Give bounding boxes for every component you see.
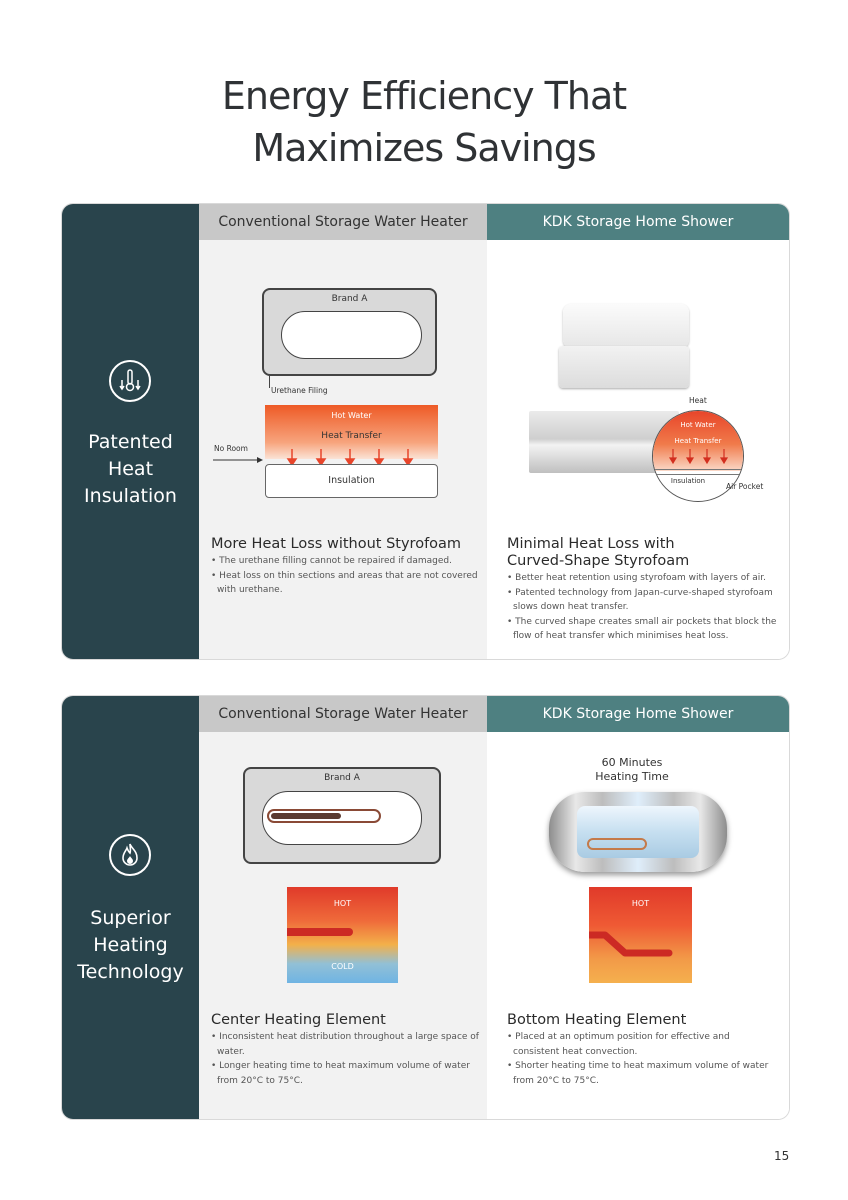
element-core	[271, 813, 341, 819]
insulation-label: Insulation	[670, 477, 706, 485]
feature-bullets	[507, 571, 777, 644]
heating-element	[267, 809, 381, 823]
air-pocket-label: Air Pocket	[726, 482, 764, 491]
feature-title: Bottom Heating Element	[507, 1012, 687, 1028]
water-chamber	[577, 806, 699, 858]
brand-a-label: Brand A	[331, 294, 368, 304]
flame-icon	[109, 834, 151, 876]
bullet: • The urethane filling cannot be repaired if damaged.	[211, 554, 481, 569]
no-room-label: No Room	[214, 444, 248, 453]
heating-element-line	[589, 931, 692, 961]
brand-a-label: Brand A	[324, 773, 360, 783]
panel-label	[62, 905, 199, 986]
bottom-heating-element	[587, 838, 647, 850]
feature-title-line: Minimal Heat Loss with	[507, 536, 675, 552]
heat-label: Heat	[689, 396, 707, 405]
heater-body-image	[559, 346, 689, 388]
heating-time-line: Heating Time	[595, 770, 669, 783]
hot-label: HOT	[333, 899, 352, 908]
insulation-panel	[61, 203, 790, 660]
panel-label	[62, 429, 199, 510]
label-line: Heating	[93, 934, 168, 956]
label-line: Heat	[107, 458, 154, 480]
hot-water-label: Hot Water	[680, 421, 716, 429]
bullet: • The curved shape creates small air pockets that block the flow of heat transfer which minimises heat loss.	[507, 615, 777, 644]
cold-label: COLD	[331, 962, 354, 971]
label-line: Superior	[90, 907, 171, 929]
heat-arrows	[653, 449, 743, 467]
kdk-column	[487, 204, 789, 659]
page-number: 15	[774, 1149, 790, 1163]
conventional-column	[199, 696, 487, 1119]
hot-label: HOT	[631, 899, 650, 908]
label-line: Insulation	[84, 485, 177, 507]
bullet: • Shorter heating time to heat maximum volume of water from 20°C to 75°C.	[507, 1059, 777, 1088]
conventional-header: Conventional Storage Water Heater	[199, 696, 487, 732]
kdk-header: KDK Storage Home Shower	[487, 696, 789, 732]
styrofoam-layer	[653, 469, 743, 475]
bullet: • Placed at an optimum position for effective and consistent heat convection.	[507, 1030, 777, 1059]
heat-transfer-label: Heat Transfer	[321, 431, 382, 441]
bullet: • Patented technology from Japan-curve-shaped styrofoam slows down heat transfer.	[507, 586, 777, 615]
temperature-gradient	[589, 887, 692, 983]
no-room-arrow	[213, 455, 265, 465]
bullet: • Heat loss on thin sections and areas that are not covered with urethane.	[211, 569, 481, 598]
bullet: • Inconsistent heat distribution throughout a large space of water.	[211, 1030, 481, 1059]
bullet: • Longer heating time to heat maximum volume of water from 20°C to 75°C.	[211, 1059, 481, 1088]
page-title	[0, 70, 848, 174]
conventional-header: Conventional Storage Water Heater	[199, 204, 487, 240]
bullet: • Better heat retention using styrofoam with layers of air.	[507, 571, 777, 586]
brand-a-tank	[262, 288, 437, 376]
title-line-2: Maximizes Savings	[252, 126, 596, 170]
feature-title	[507, 536, 689, 570]
feature-title-line: Curved-Shape Styrofoam	[507, 553, 690, 569]
heater-tank-image	[549, 792, 727, 872]
feature-title: Center Heating Element	[211, 1012, 386, 1028]
label-line: Patented	[88, 431, 173, 453]
panel-sidebar	[62, 696, 199, 1119]
heating-element-line	[287, 928, 353, 936]
insulation-box: Insulation	[265, 464, 438, 498]
feature-bullets	[211, 1030, 481, 1088]
heating-time-line: 60 Minutes	[601, 756, 663, 769]
title-line-1: Energy Efficiency That	[221, 74, 627, 118]
heat-transfer-label: Heat Transfer	[674, 437, 722, 445]
feature-bullets	[211, 554, 481, 598]
heating-panel	[61, 695, 790, 1120]
thermometer-icon	[109, 360, 151, 402]
kdk-column	[487, 696, 789, 1119]
tank-interior	[281, 311, 422, 359]
panel-sidebar	[62, 204, 199, 659]
label-line: Technology	[77, 961, 184, 983]
urethane-label: Urethane Filing	[271, 386, 328, 395]
brand-a-tank	[243, 767, 441, 864]
heating-time-label	[577, 756, 687, 784]
temperature-gradient	[287, 887, 398, 983]
feature-bullets	[507, 1030, 777, 1088]
pointer-line	[269, 374, 270, 388]
feature-title: More Heat Loss without Styrofoam	[211, 536, 462, 552]
hot-water-label: Hot Water	[331, 411, 372, 420]
conventional-column	[199, 204, 487, 659]
kdk-header: KDK Storage Home Shower	[487, 204, 789, 240]
heater-top-image	[563, 304, 689, 348]
